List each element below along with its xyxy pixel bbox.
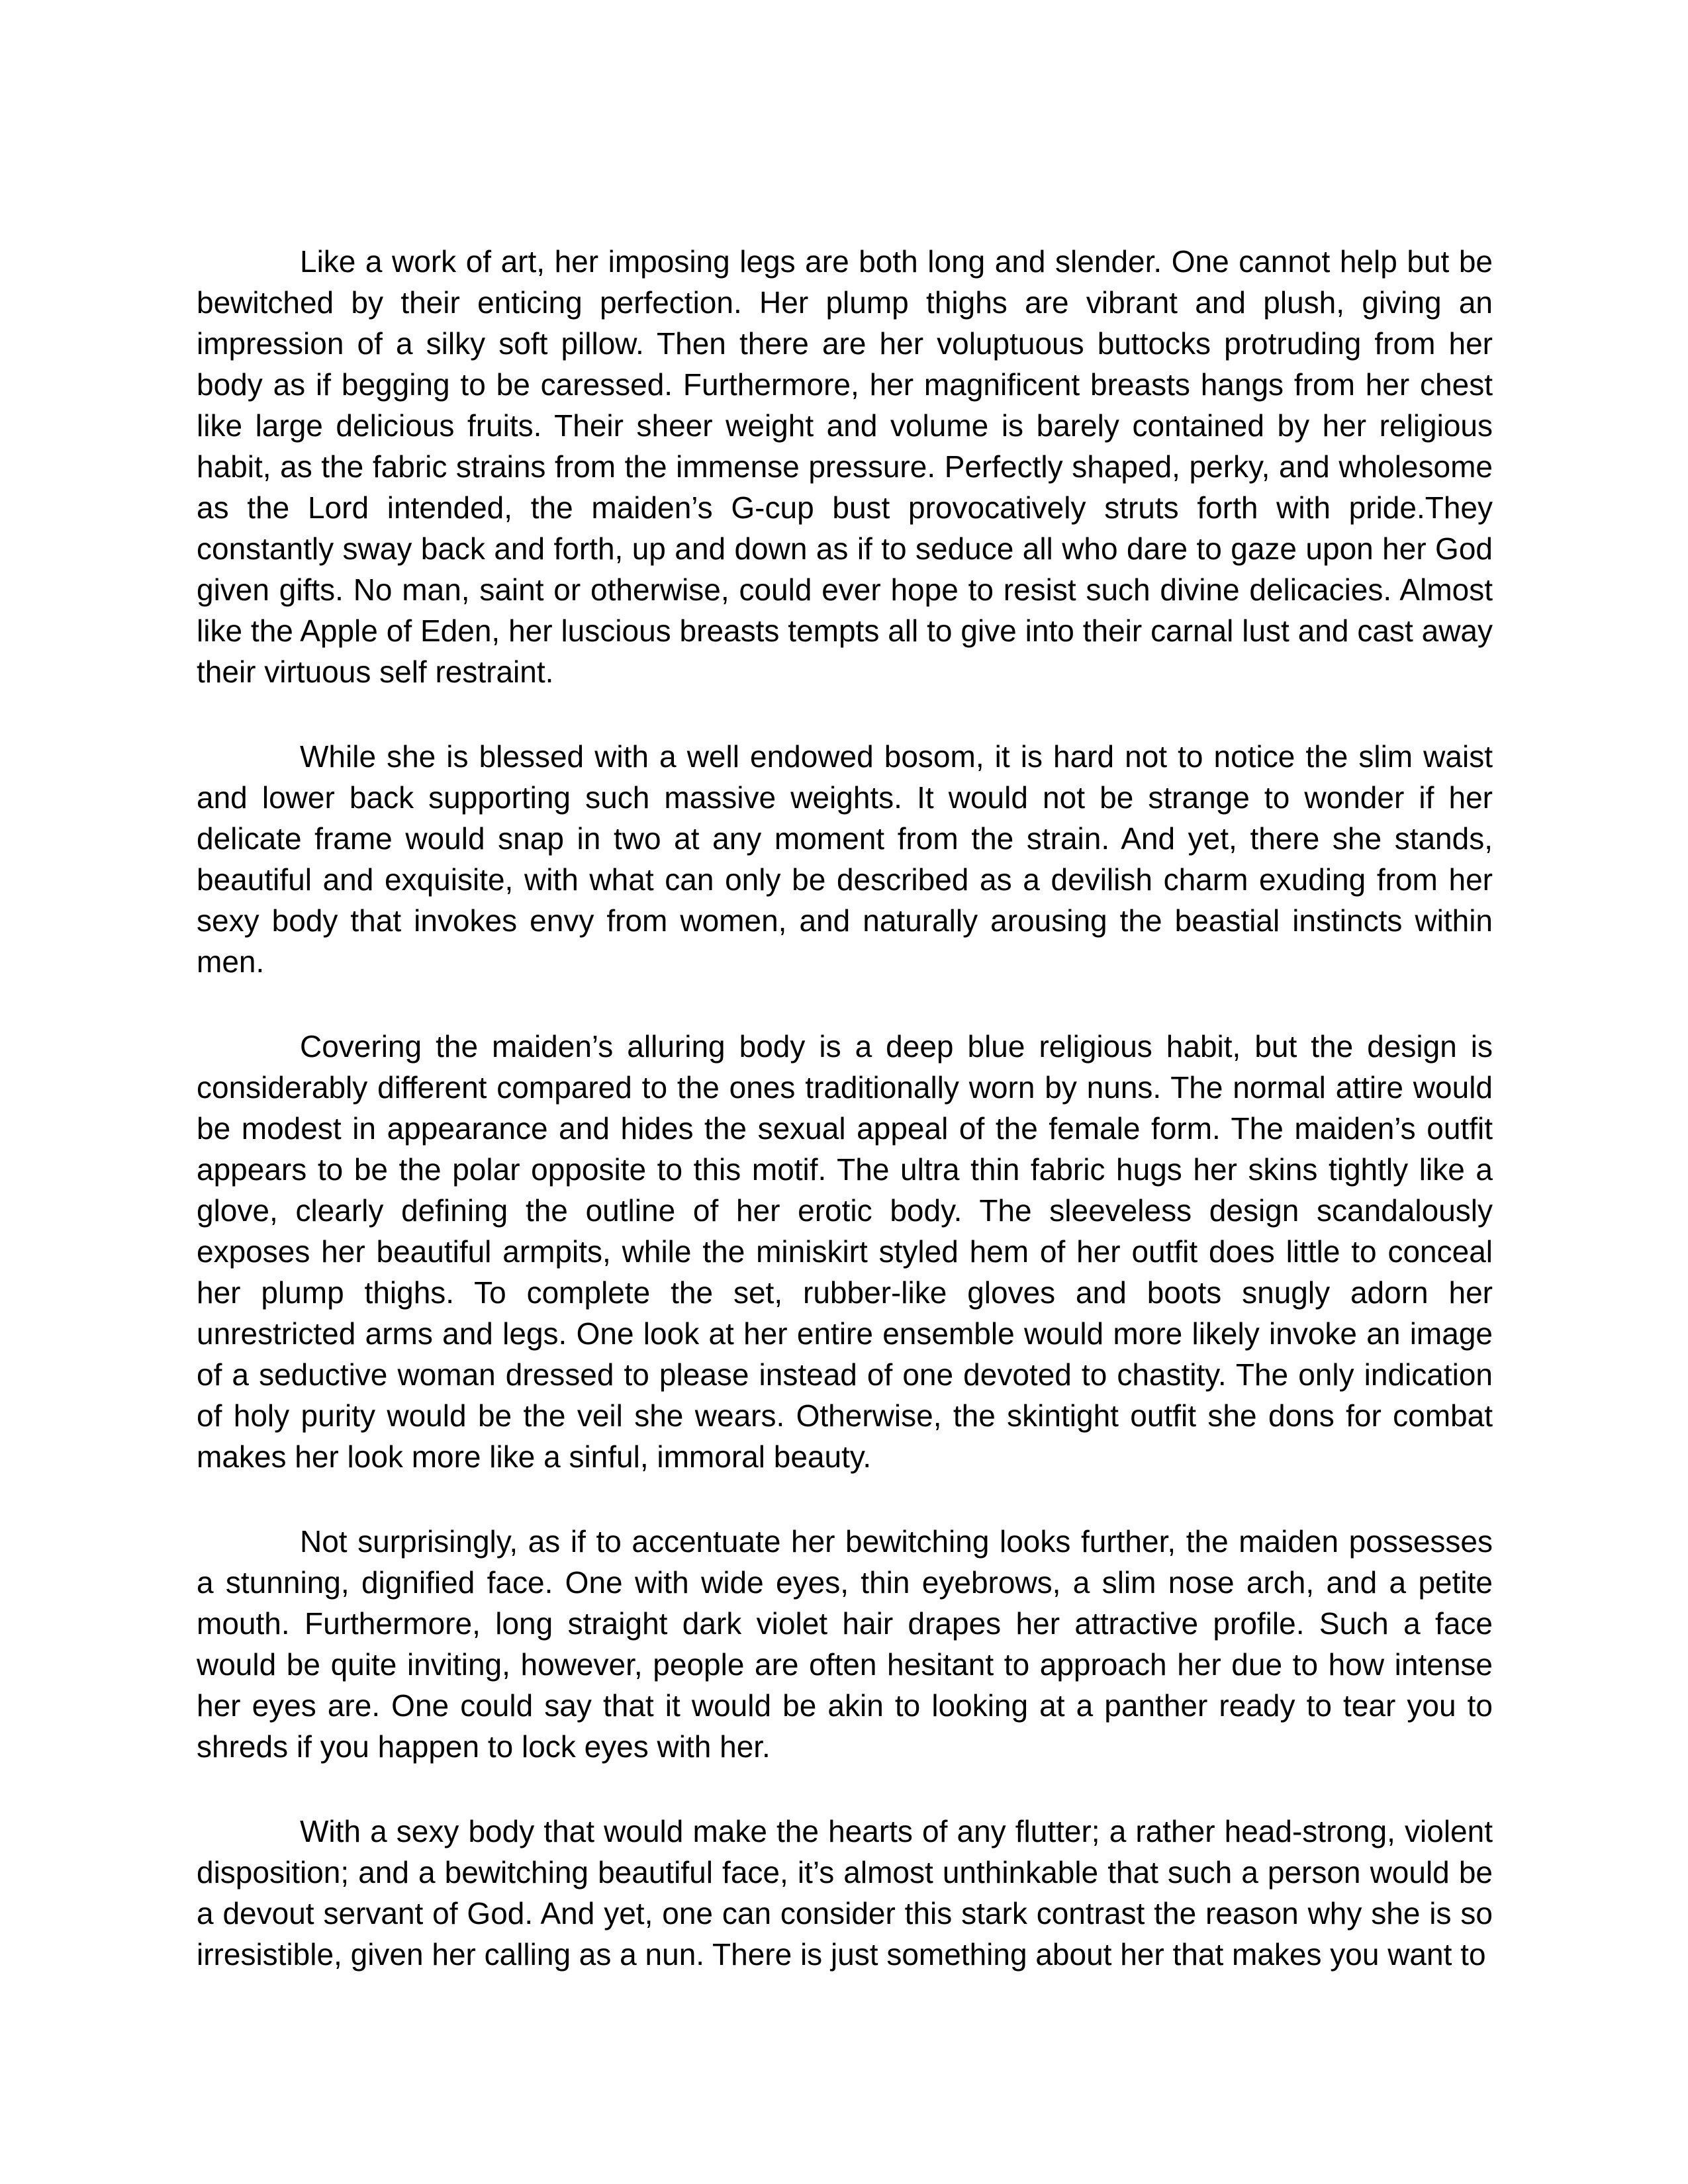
paragraph-4: Not surprisingly, as if to accentuate her bewitching looks further, the maiden possesses a stunning, dignified face. One with wide eyes, thin eyebrows, a slim nose arch, and a petite mouth. Furthermore, long straight dark violet hair drapes her attractive profile. Such a face would be quite inviting, however, people are often hesitant to approach her due to how intense her eyes are. One could say that it would be akin to looking at a panther ready to tear you to shreds if you happen to lock eyes with her. — [197, 1524, 1493, 1764]
paragraph-5: With a sexy body that would make the hearts of any flutter; a rather head-strong, violent disposition; and a bewitching beautiful face, it’s almost unthinkable that such a person would be a devout servant of God. And yet, one can consider this stark contrast the reason why she is so irresistible, given her calling as a nun. There is just something about her that makes you want to — [197, 1814, 1493, 1972]
document-body-text — [197, 241, 1493, 1975]
paragraph-1: Like a work of art, her imposing legs are both long and slender. One cannot help but be bewitched by their enticing perfection. Her plump thighs are vibrant and plush, giving an impression of a silky soft pillow. Then there are her voluptuous buttocks protruding from her body as if begging to be caressed. Furthermore, her magnificent breasts hangs from her chest like large delicious fruits. Their sheer weight and volume is barely contained by her religious habit, as the fabric strains from the immense pressure. Perfectly shaped, perky, and wholesome as the Lord intended, the maiden’s G-cup bust provocatively struts forth with pride.They constantly sway back and forth, up and down as if to seduce all who dare to gaze upon her God given gifts. No man, saint or otherwise, could ever hope to resist such divine delicacies. Almost like the Apple of Eden, her luscious breasts tempts all to give into their carnal lust and cast away their virtuous self restraint. — [197, 244, 1493, 689]
paragraph-3: Covering the maiden’s alluring body is a deep blue religious habit, but the design is considerably different compared to the ones traditionally worn by nuns. The normal attire would be modest in appearance and hides the sexual appeal of the female form. The maiden’s outfit appears to be the polar opposite to this motif. The ultra thin fabric hugs her skins tightly like a glove, clearly defining the outline of her erotic body. The sleeveless design scandalously exposes her beautiful armpits, while the miniskirt styled hem of her outfit does little to conceal her plump thighs. To complete the set, rubber-like gloves and boots snugly adorn her unrestricted arms and legs. One look at her entire ensemble would more likely invoke an image of a seductive woman dressed to please instead of one devoted to chastity. The only indication of holy purity would be the veil she wears. Otherwise, the skintight outfit she dons for combat makes her look more like a sinful, immoral beauty. — [197, 1029, 1493, 1474]
paragraph-2: While she is blessed with a well endowed bosom, it is hard not to notice the slim waist and lower back supporting such massive weights. It would not be strange to wonder if her delicate frame would snap in two at any moment from the strain. And yet, there she stands, beautiful and exquisite, with what can only be described as a devilish charm exuding from her sexy body that invokes envy from women, and naturally arousing the beastial instincts within men. — [197, 739, 1493, 979]
